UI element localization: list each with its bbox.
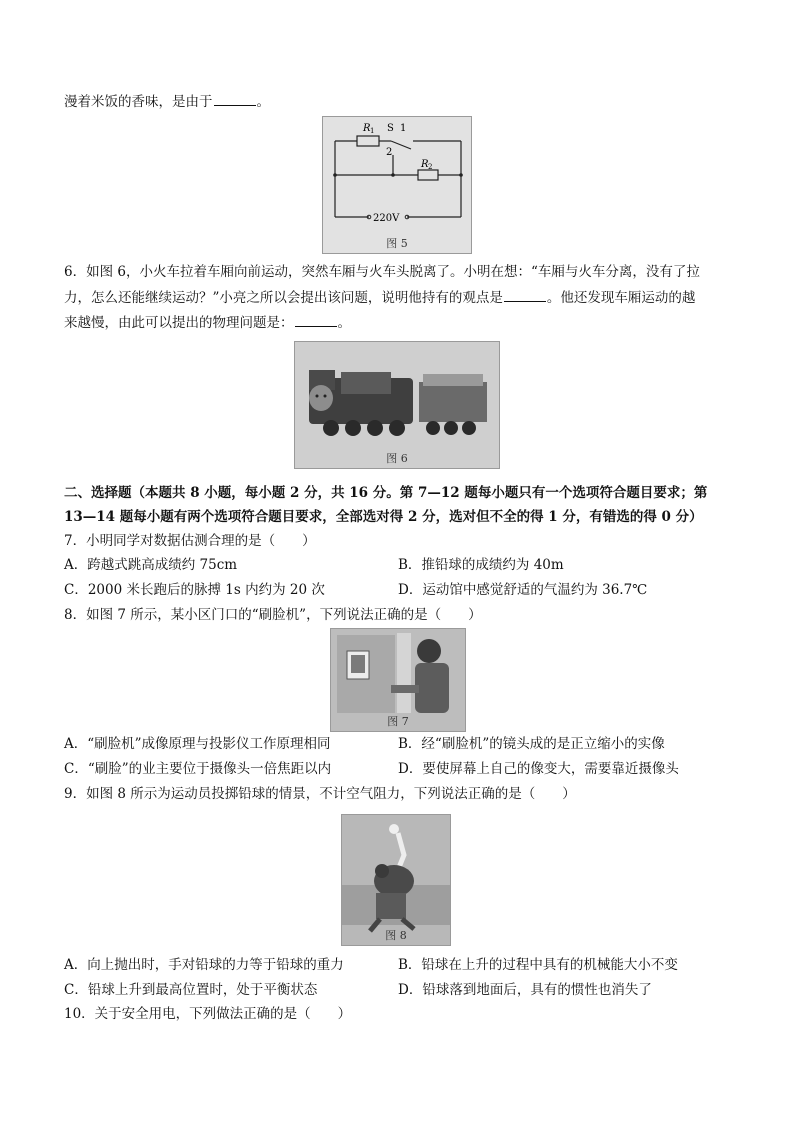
figure-7-face-scanner-photo [330, 628, 466, 732]
q9-option-c: C．铅球上升到最高位置时，处于平衡状态 [64, 982, 318, 998]
q8-option-d: D．要使屏幕上自己的像变大，需要靠近摄像头 [398, 761, 679, 777]
q9-stem: 9．如图 8 所示为运动员投掷铅球的情景，不计空气阻力，下列说法正确的是（ ） [64, 786, 576, 802]
q8-option-b: B．经“刷脸机”的镜头成的是正立缩小的实像 [398, 736, 665, 752]
q7-option-d: D．运动馆中感觉舒适的气温约为 36.7℃ [398, 582, 648, 598]
figure-6-train-photo [294, 341, 500, 469]
q7-option-a: A．跨越式跳高成绩约 75cm [64, 557, 238, 573]
figure-5-caption: 图 5 [386, 237, 408, 250]
answer-blank [214, 93, 256, 106]
circuit-diagram [323, 117, 471, 253]
q8-stem: 8．如图 7 所示，某小区门口的“刷脸机”，下列说法正确的是（ ） [64, 607, 482, 623]
q8-option-a: A．“刷脸机”成像原理与投影仪工作原理相同 [64, 736, 331, 752]
r1-label: R [363, 123, 371, 134]
switch-pos-1: 1 [400, 123, 407, 134]
q9-option-b: B．铅球在上升的过程中具有的机械能大小不变 [398, 957, 678, 973]
figure-8-shot-put-photo [341, 814, 451, 946]
q6-line-1: 6．如图 6，小火车拉着车厢向前运动，突然车厢与火车头脱离了。小明在想：“车厢与火车分离，没有了拉 [64, 264, 700, 280]
r2-label: R [421, 159, 429, 170]
q7-option-c: C．2000 米长跑后的脉搏 1s 内约为 20 次 [64, 582, 325, 598]
q6-line-2 [64, 289, 695, 306]
q7-stem: 7．小明同学对数据估测合理的是（ ） [64, 533, 316, 549]
figure-8-caption: 图 8 [385, 929, 407, 942]
switch-pos-2: 2 [386, 147, 393, 158]
r2-sub: 2 [428, 163, 433, 171]
section-2-header-line-1: 二、选择题（本题共 8 小题，每小题 2 分，共 16 分。第 7—12 题每小题只有一个选项符合题目要求；第 [64, 485, 708, 501]
intro-line [64, 93, 270, 110]
intro-text: 漫着米饭的香味，是由于 [64, 94, 213, 110]
q6-line-2-b: 。他还发现车厢运动的越 [546, 290, 696, 306]
intro-end: 。 [256, 94, 270, 110]
figure-7-caption: 图 7 [387, 715, 409, 728]
figure-5-circuit [322, 116, 472, 254]
q6-line-3-b: 。 [337, 315, 351, 331]
answer-blank [295, 314, 337, 327]
q9-option-a: A．向上抛出时，手对铅球的力等于铅球的重力 [64, 957, 344, 973]
shot-put-illustration [342, 815, 450, 945]
q6-line-3-a: 来越慢，由此可以提出的物理问题是： [64, 315, 294, 331]
q9-option-d: D．铅球落到地面后，具有的惯性也消失了 [398, 982, 652, 998]
answer-blank [504, 289, 546, 302]
voltage-label: 220V [373, 213, 400, 224]
resistor-r2 [418, 170, 438, 180]
q8-option-c: C．“刷脸”的业主要位于摄像头一倍焦距以内 [64, 761, 332, 777]
q6-line-3 [64, 314, 351, 331]
section-2-header-line-2: 13—14 题每小题有两个选项符合题目要求，全部选对得 2 分，选对但不全的得 1 分，有错选的得 0 分） [64, 509, 703, 525]
resistor-r1 [357, 136, 379, 146]
q10-stem: 10．关于安全用电，下列做法正确的是（ ） [64, 1006, 352, 1022]
r1-sub: 1 [370, 127, 375, 135]
switch-label: S [387, 123, 394, 134]
q6-line-2-a: 力，怎么还能继续运动？”小亮之所以会提出该问题，说明他持有的观点是 [64, 290, 503, 306]
figure-6-caption: 图 6 [386, 452, 408, 465]
q7-option-b: B．推铅球的成绩约为 40m [398, 557, 564, 573]
